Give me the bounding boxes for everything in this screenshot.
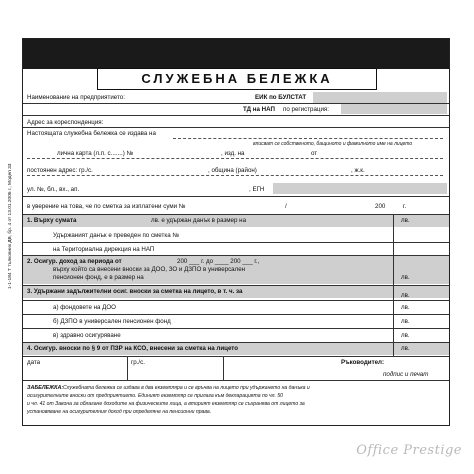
sig-divider: [127, 356, 128, 380]
sig-divider: [223, 356, 224, 380]
manager-label: Ръководител:: [341, 359, 385, 366]
address-label: Адрес за кореспонденция:: [27, 119, 104, 126]
divider: [23, 196, 449, 197]
note-title: ЗАБЕЛЕЖКА:: [27, 385, 64, 391]
divider: [23, 356, 449, 357]
from-label: от: [311, 150, 318, 157]
address-line: [27, 175, 443, 176]
city-label: гр./с.: [131, 359, 145, 366]
issued-label: Настоящата служебна бележка се издава на: [27, 130, 156, 137]
divider: [23, 314, 449, 315]
note-line-3: и чл. 41 от Закона за облагане доходите на физическите лица, а вторият екземпляр се съхранява от лицето за: [27, 401, 305, 407]
row-9-unit: лв.: [401, 318, 410, 325]
divider: [23, 115, 449, 116]
row-8-unit: лв.: [401, 304, 410, 311]
municipality-label: , община (район): [208, 167, 257, 174]
row-9-num: б) ДЗПО в универсален пенсионен фонд: [53, 318, 171, 325]
divider: [23, 127, 449, 128]
eik-label: ЕИК по БУЛСТАТ: [255, 94, 307, 101]
id-line: [27, 158, 443, 159]
row-10-unit: лв.: [401, 332, 410, 339]
issued-hint: вписват се собственото, бащиното и фамилното име на лицето: [253, 141, 413, 147]
perm-address-label: постоянен адрес: гр./с.: [27, 167, 93, 174]
reg-box: [341, 104, 447, 114]
side-print-info: 1-1-184 Т тълковник ДВ, бр. 4 от 13.01.2006 г., Модел 33: [8, 163, 13, 289]
divider: [23, 380, 449, 381]
slash: /: [285, 203, 287, 210]
year-unit: г.: [403, 203, 407, 210]
confirm-label: в уверение на това, че по сметка за изплатени суми №: [27, 203, 186, 210]
reg-label: по регистрация:: [283, 106, 329, 113]
row-6-unit: лв.: [401, 274, 410, 281]
note-line-2: осигурителните вноски от предприятието. Единият екземпляр се прилага към декларацията по чл. 50: [27, 393, 283, 399]
office-prestige-logo: Office Prestige: [356, 443, 462, 458]
date-label: дата: [27, 359, 41, 366]
note-line-1: Служебната бележка се издава в два екземпляра и се връчва на лицето при удържането на данъка и: [63, 385, 310, 391]
row-11-num: 4. Осигур. вноски по § 9 от ПЗР на КСО, внесени за сметка на лицето: [27, 345, 239, 352]
amount-column-divider: [393, 215, 394, 356]
name-line: [173, 138, 443, 139]
egn-label: , ЕГН: [249, 186, 265, 193]
form-sheet: [8, 38, 450, 426]
row-2-text: Удържаният данък е преведен по сметка №: [53, 232, 180, 239]
row-7-unit: лв.: [401, 292, 410, 299]
year-label: 200: [375, 203, 386, 210]
row-8-num: а) фондовете на ДОО: [53, 304, 116, 311]
row-6-text: пенсионен фонд, е в размер на: [53, 274, 144, 281]
row-5-text: върху който са внесени вноски за ДОО, ЗО и ДЗПО в универсален: [53, 266, 246, 273]
row-11-unit: лв.: [401, 345, 410, 352]
street-label: ул. №, бл., вх., ап.: [27, 186, 80, 193]
row-1-text: лв. е удържан данък в размер на: [151, 217, 247, 224]
row-4-text: 200 ___ г. до ____ 200 ___ г.,: [177, 258, 260, 265]
row-1-unit: лв.: [401, 217, 410, 224]
title-box: [97, 68, 377, 90]
note-line-4: установяване на осигурителния доход при определяне на пенсионни права.: [27, 409, 212, 415]
eik-boxes: [313, 92, 447, 103]
row-3-text: на Териториална дирекция на НАП: [53, 246, 155, 253]
divider: [23, 242, 449, 243]
row-4-num: 2. Осигур. доход за периода от: [27, 258, 122, 265]
row-10-num: в) здравно осигуряване: [53, 332, 121, 339]
td-nap-label: ТД на НАП: [243, 106, 275, 113]
row-1-num: 1. Върху сумата: [27, 217, 77, 224]
divider: [23, 328, 449, 329]
form-title: СЛУЖЕБНА БЕЛЕЖКА: [141, 71, 333, 86]
district-label: , ж.к.: [351, 167, 365, 174]
egn-boxes: [273, 183, 447, 194]
employer-name-label: Наименование на предприятието:: [27, 94, 125, 101]
sign-label: подпис и печат: [383, 371, 429, 378]
divider: [23, 300, 449, 301]
title-bar: [23, 39, 449, 69]
row-7-num: 3. Удържани задължителни осиг. вноски за сметка на лицето, в т. ч. за: [27, 288, 243, 295]
id-card-label: лична карта (л.п. с.......) №: [57, 150, 134, 157]
issued-by-label: , изд. на: [221, 150, 245, 157]
